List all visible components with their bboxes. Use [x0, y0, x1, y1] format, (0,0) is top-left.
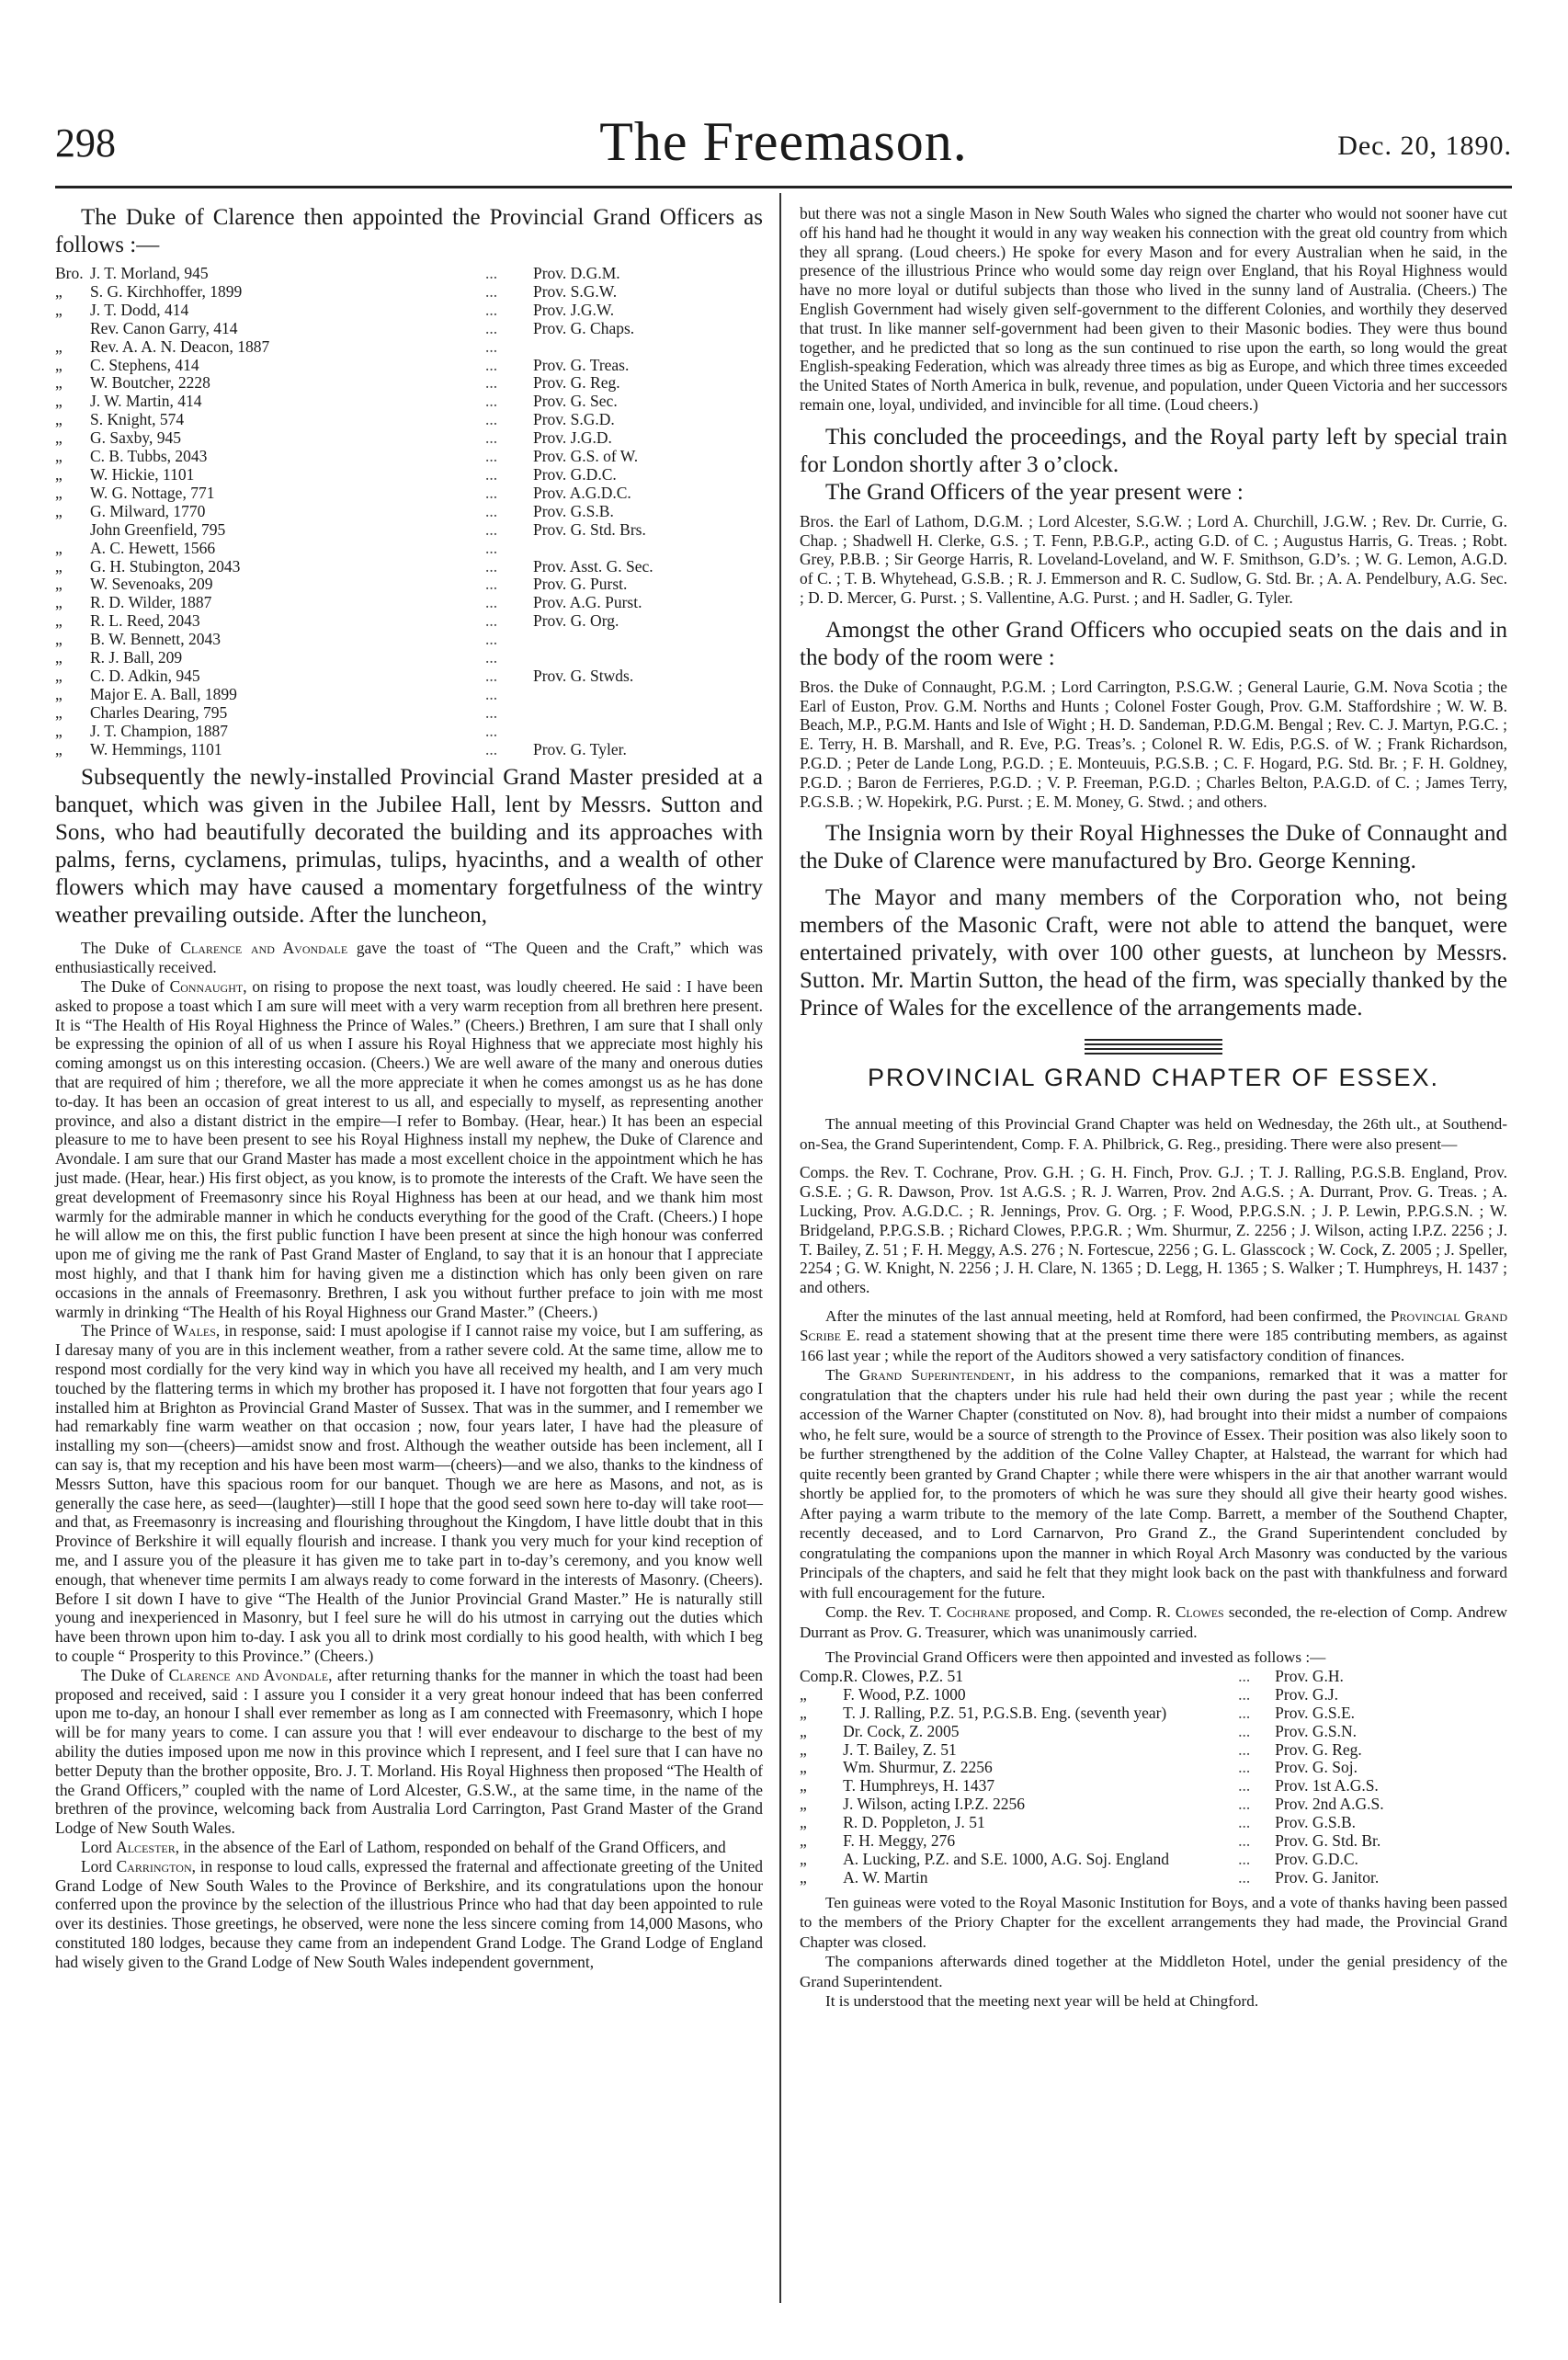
- officer-prefix: „: [800, 1795, 807, 1814]
- officer-name: Rev. A. A. N. Deacon, 1887: [90, 336, 270, 356]
- officer-office: Prov. S.G.D.: [533, 410, 615, 429]
- officer-name: Major E. A. Ball, 1899: [90, 684, 237, 703]
- leader-dots: ...: [485, 501, 498, 520]
- officer-office: Prov. 2nd A.G.S.: [1275, 1795, 1384, 1814]
- officer-name: C. Stephens, 414: [90, 355, 199, 374]
- leader-dots: ...: [485, 721, 498, 740]
- leader-dots: ...: [485, 336, 498, 356]
- officer-name: R. D. Poppleton, J. 51: [843, 1813, 985, 1832]
- leader-dots: ...: [485, 483, 498, 502]
- officer-name: A. Lucking, P.Z. and S.E. 1000, A.G. Soj. England: [843, 1849, 1170, 1868]
- leader-dots: ...: [485, 355, 498, 374]
- officer-name: W. Hickie, 1101: [90, 464, 195, 484]
- leader-dots: ...: [485, 630, 498, 649]
- officer-row: [800, 1832, 1507, 1851]
- carrington-speech: Lord Carrington, in response to loud calls, expressed the fraternal and affectionate greeting of the United Grand Lodge of New South Wales to the Province of Berkshire, and its congratulations upon the honour conferred upon the province by the selection of the illustrious Prince who had that day been appointed to rule over its destinies. Those greetings, he observed, were none the less sincere coming from 14,000 Masons, who constituted 180 lodges, because they came from an independent Grand Lodge. The Grand Lodge of England had wisely given to the Grand Lodge of New South Wales independent government,: [55, 1856, 763, 1971]
- officer-name: R. J. Ball, 209: [90, 648, 183, 667]
- officer-office: [533, 540, 763, 558]
- officer-row: [55, 393, 763, 411]
- officer-prefix: „: [55, 428, 62, 448]
- officer-prefix: Comp.: [800, 1666, 844, 1685]
- clarence-speech: The Duke of Clarence and Avondale, after returning thanks for the manner in which the toast had been proposed and received, said : I assure you I consider it a very great honour indeed that has been conferred upon me to-day, an honour I shall ever remember as long as I am connected with Freemasonry, which I hope will be for many years to come. I can assure you that ! will ever endeavour to discharge to the best of my ability the duties imposed upon me now in this province which I represent, and I feel sure that I can have no better Deputy than the brother opposite, Bro. J. T. Morland. His Royal Highness then proposed “The Health of the Grand Officers,” coupled with the name of Lord Alcester, G.S.W., at the same time, in the name of the brethren of the province, welcoming back from Australia Lord Carrington, Past Grand Master of the Grand Lodge of New South Wales.: [55, 1665, 763, 1838]
- officer-office: [533, 338, 763, 357]
- officer-office: Prov. G. Reg.: [533, 373, 620, 393]
- officer-prefix: „: [55, 648, 62, 667]
- officer-row: [55, 338, 763, 357]
- left-column: [55, 204, 763, 1972]
- officer-name: R. Clowes, P.Z. 51: [843, 1666, 963, 1685]
- officer-row: [55, 594, 763, 612]
- officer-office: Prov. G. Purst.: [533, 575, 628, 594]
- officer-prefix: „: [55, 593, 62, 612]
- leader-dots: ...: [485, 519, 498, 539]
- officer-row: [800, 1851, 1507, 1869]
- officer-prefix: Bro.: [55, 264, 84, 282]
- leader-dots: ...: [485, 281, 498, 301]
- officer-office: Prov. J.G.W.: [533, 300, 615, 319]
- officer-prefix: „: [55, 483, 62, 502]
- officer-office: Prov. G.S.B.: [533, 501, 614, 520]
- leader-dots: ...: [485, 556, 498, 576]
- officer-row: [55, 686, 763, 704]
- chapter-officers-table: [800, 1668, 1507, 1887]
- officer-prefix: „: [55, 373, 62, 393]
- officer-row: [800, 1796, 1507, 1814]
- treasurer-reelection: Comp. the Rev. T. Cochrane proposed, and Comp. R. Clowes seconded, the re-election of Comp. Andrew Durrant as Prov. G. Treasurer, which was unanimously carried.: [800, 1603, 1508, 1641]
- right-column: [800, 204, 1507, 2012]
- officer-row: [55, 485, 763, 503]
- officer-row: [55, 540, 763, 558]
- officer-row: [800, 1686, 1507, 1704]
- leader-dots: ...: [485, 593, 498, 612]
- leader-dots: ...: [485, 428, 498, 448]
- officer-prefix: „: [55, 556, 62, 576]
- officer-prefix: „: [55, 575, 62, 594]
- officer-office: Prov. J.G.D.: [533, 428, 612, 448]
- officer-name: J. T. Champion, 1887: [90, 721, 229, 740]
- officer-prefix: „: [800, 1703, 807, 1722]
- leader-dots: ...: [485, 702, 498, 722]
- insignia-paragraph: The Insignia worn by their Royal Highnesses the Duke of Connaught and the Duke of Clarence were manufactured by Bro. George Kenning.: [800, 821, 1507, 874]
- officer-office: [533, 704, 763, 723]
- officer-prefix: „: [55, 410, 62, 429]
- officer-name: Wm. Shurmur, Z. 2256: [843, 1758, 993, 1777]
- officer-office: Prov. G. Org.: [533, 611, 619, 631]
- officer-office: Prov. G. Std. Br.: [1275, 1831, 1381, 1851]
- officer-name: J. T. Morland, 945: [90, 264, 209, 282]
- officer-prefix: „: [800, 1813, 807, 1832]
- leader-dots: ...: [1238, 1776, 1251, 1796]
- leader-dots: ...: [1238, 1721, 1251, 1740]
- officer-prefix: „: [55, 702, 62, 722]
- officer-prefix: „: [800, 1831, 807, 1851]
- prince-of-wales-speech: The Prince of Wales, in response, said: I must apologise if I cannot raise my voice, but I am suffering, as I daresay many of you are in this inclement weather, from a rather severe cold. At the same time, allow me to respond most cordially for the very kind way in which you have all received my health, and I am very much touched by the flattering terms in which my brother has proposed it. I have not forgotten that four years ago I installed him at Brighton as Provincial Grand Master of Sussex. That was in the summer, and I remember we had remarkably fine warm weather on that occasion ; now, four years later, I have had the pleasure of installing my son—(cheers)—amidst snow and frost. Although the weather outside has been inclement, all I can say is, that my reception and his have been most warm—(cheers)—and we also, thanks to the kindness of Messrs Sutton, have this spacious room for our banquet. Though we are here as Masons, and not, as is generally the case here, as seed—(laughter)—still I hope that the good seed sown here to-day will take root—and that, as Freemasonry is increasing and flourishing throughout the Kingdom, I have little doubt that in this Province of Berkshire it will equally flourish and increase. I thank you very much for your kind reception of me, and I assure you of the pleasure it has given me to take part in to-day’s ceremony, and you know well enough, that whenever time permits I am always ready to come forward in the interests of Masonry. (Cheers). Before I sit down I have to give “The Health of the Junior Provincial Grand Master.” He is naturally still young and inexperienced in Masonry, but I feel sure he will do his utmost in carrying out the duties which have been thrown upon him to-day. I ask you all to drink most cordially to his good health, with which I beg to couple “ Prosperity to this Province.” (Cheers.): [55, 1321, 763, 1665]
- officer-office: Prov. G. Chaps.: [533, 318, 635, 337]
- officer-prefix: „: [800, 1721, 807, 1740]
- officer-prefix: „: [55, 336, 62, 356]
- mayor-paragraph: The Mayor and many members of the Corporation who, not being members of the Masonic Craft, were not able to attend the banquet, were entertained privately, with over 100 other guests, at luncheon by Messrs. Sutton. Mr. Martin Sutton, the head of the firm, was specially thanked by the Prince of Wales for the excellence of the arrangements made.: [800, 885, 1507, 1021]
- leader-dots: ...: [1238, 1666, 1251, 1685]
- officer-office: Prov. Asst. G. Sec.: [533, 556, 653, 576]
- officer-name: C. D. Adkin, 945: [90, 666, 200, 685]
- officer-prefix: [55, 521, 90, 540]
- leader-dots: ...: [485, 575, 498, 594]
- officer-row: [800, 1814, 1507, 1832]
- proceedings-concluded: This concluded the proceedings, and the Royal party left by special train for London shortly after 3 o’clock.: [800, 424, 1507, 477]
- carrington-continued: but there was not a single Mason in New South Wales who signed the charter who would not sooner have cut off his hand had he thought it would in any way weaken his connection with the great old country from which they all sprang. (Loud cheers.) He spoke for every Mason and for every Australian when he said, in the presence of the illustrious Prince who would some day reign over England, that his Royal Highness would have no more loyal or dutiful subjects than those who lived in the sunny land of Australia. (Cheers.) The English Government had wisely given self-government to the different Colonies, and worthily they deserved that trust. In like manner self-government had been given to their Masonic bodies. They were thus bound together, and he predicted that so long as the sun continued to rise upon the earth, so long would the great English-speaking Federation, which was already three times as big as Europe, and which three times exceeded the United States of North America in bulk, revenue, and population, under Queen Victoria and her successors remain one, loyal, undivided, and invincible for all time. (Loud cheers.): [800, 204, 1507, 414]
- masthead-title: The Freemason.: [599, 111, 968, 172]
- officer-row: [55, 649, 763, 667]
- connaught-speech: The Duke of Connaught, on rising to propose the next toast, was loudly cheered. He said : I have been asked to propose a toast which I am sure will meet with a very warm reception from all brethren here present. It is “The Health of His Royal Highness the Prince of Wales.” (Cheers.) Brethren, I am sure that I shall only be expressing the opinion of all of us when I assure his Royal Highness that we appreciate most highly his coming amongst us on this interesting occasion. (Cheers.) We are well aware of the many and onerous duties that are required of him ; therefore, we all the more appreciate it when he comes amongst us as he has done to-day. It has been an occasion of great interest to us all, and especially to myself, as representing another province, and also a distant district in the empire—I refer to Bombay. (Hear, hear.) It has been an especial pleasure to me to have been present to see his Royal Highness install my nephew, the Duke of Clarence and Avondale. I am sure that our Grand Master has made a most excellent choice in the appointment which he has just made. (Hear, hear.) His first object, as you know, is to promote the interests of the Craft. We have seen the great development of Freemasonry since his Royal Highness has been at our head, and we thank him most warmly for the admirable manner in which he conducts everything for the good of the Craft. (Cheers.) I hope he will allow me on this, the first public function I have been present at since the high honour was conferred upon me of giving me the rank of Past Grand Master of England, to say that it is an honour that I appreciate most highly, and that I thank him for having given me a distinction which has only been given on rare occasions in the annals of Freemasonry. Brethren, I ask you without further preface to join with me most warmly in drinking “The Health of his Royal Highness our Grand Master.” (Cheers.): [55, 977, 763, 1321]
- leader-dots: ...: [485, 300, 498, 319]
- officer-name: Rev. Canon Garry, 414: [90, 318, 238, 337]
- leader-dots: ...: [485, 373, 498, 393]
- officer-name: W. Hemmings, 1101: [90, 739, 222, 758]
- officer-office: Prov. G.D.C.: [1275, 1849, 1358, 1868]
- column-divider: [779, 193, 781, 2303]
- leader-dots: ...: [1238, 1831, 1251, 1851]
- officer-row: [800, 1741, 1507, 1760]
- leader-dots: ...: [1238, 1795, 1251, 1814]
- officer-office: Prov. G.S. of W.: [533, 447, 639, 466]
- present-officers-list: Bros. the Earl of Lathom, D.G.M. ; Lord Alcester, S.G.W. ; Lord A. Churchill, J.G.W. ; Rev. Dr. Currie, G. Chap. ; Shadwell H. Clerke, G.S. ; T. Fenn, P.B.G.P., acting G.D. of C. ; Augustus Harris, G. Treas. ; Robt. Grey, P.B.B. ; Sir George Harris, R. Loveland-Loveland, and W. F. Smithson, G.D’s. ; W. G. Lemon, A.G.D. of C. ; T. B. Whytehead, G.S.B. ; R. J. Emmerson and R. C. Sudlow, G. Std. Br. ; A. A. Pendelbury, A.G. Sec. ; D. D. Mercer, G. Purst. ; S. Vallentine, A.G. Purst. ; and H. Sadler, G. Tyler.: [800, 511, 1507, 607]
- officer-row: [800, 1704, 1507, 1723]
- officer-prefix: „: [55, 739, 62, 758]
- officer-prefix: „: [55, 684, 62, 703]
- officer-office: Prov. G.D.C.: [533, 464, 617, 484]
- section-title: PROVINCIAL GRAND CHAPTER OF ESSEX.: [867, 1064, 1440, 1092]
- officer-row: [55, 521, 763, 540]
- officer-name: G. Saxby, 945: [90, 428, 182, 448]
- officer-name: R. L. Reed, 2043: [90, 611, 200, 631]
- officer-prefix: „: [55, 538, 62, 557]
- officer-office: Prov. 1st A.G.S.: [1275, 1776, 1379, 1796]
- leader-dots: ...: [1238, 1813, 1251, 1832]
- officer-office: Prov. G. Treas.: [533, 355, 630, 374]
- officer-office: Prov. G. Reg.: [1275, 1739, 1362, 1759]
- leader-dots: ...: [485, 392, 498, 411]
- ten-guineas-paragraph: Ten guineas were voted to the Royal Masonic Institution for Boys, and a vote of thanks having been passed to the members of the Priory Chapter for the excellent arrangements they had made, the Provincial Grand Chapter was closed.: [800, 1893, 1507, 1951]
- officer-office: [533, 686, 763, 704]
- officer-row: [55, 357, 763, 375]
- officer-name: T. Humphreys, H. 1437: [843, 1776, 995, 1796]
- leader-dots: ...: [485, 264, 498, 282]
- officer-office: [533, 649, 763, 667]
- officer-row: [55, 612, 763, 631]
- present-intro: The Grand Officers of the year present were :: [825, 479, 1244, 505]
- leader-dots: ...: [485, 538, 498, 557]
- officer-prefix: „: [55, 447, 62, 466]
- officer-row: [800, 1759, 1507, 1777]
- officer-row: [55, 374, 763, 393]
- officer-row: [55, 741, 763, 759]
- minutes-paragraph: After the minutes of the last annual meeting, held at Romford, had been confirmed, the Provincial Grand Scribe E. read a statement showing that at the present time there were 185 contributing members, as against 166 last year ; while the report of the Auditors showed a very satisfactory condition of finances.: [800, 1306, 1508, 1364]
- officer-row: [55, 265, 763, 283]
- leader-dots: ...: [485, 318, 498, 337]
- officer-prefix: „: [55, 281, 62, 301]
- officer-prefix: „: [55, 355, 62, 374]
- officer-office: Prov. G.H.: [1275, 1666, 1344, 1685]
- companions-present-list: Comps. the Rev. T. Cochrane, Prov. G.H. ; G. H. Finch, Prov. G.J. ; T. J. Ralling, P.G.S.B. England, Prov. G.S.E. ; G. R. Dawson, Prov. 1st A.G.S. ; R. J. Warren, Prov. 2nd A.G.S. ; A. Durrant, Prov. G. Treas. ; A. Lucking, Prov. A.G.D.C. ; R. Jennings, Prov. G. Org. ; F. Wood, P.P.G.S.N. ; J. P. Lewin, P.P.G.S.N. ; W. Bridgeland, P.P.G.S.B. ; Richard Clowes, P.P.G.R. ; Wm. Shurmur, Z. 2256 ; J. Wilson, acting I.P.Z. 2256 ; J. T. Bailey, Z. 51 ; F. H. Meggy, A.S. 276 ; N. Fortescue, 2256 ; G. L. Glasscock ; W. Cock, Z. 2005 ; J. Speller, 2254 ; G. W. Knight, N. 2256 ; J. H. Clare, N. 1365 ; D. Legg, H. 1365 ; S. Walker ; T. Humphreys, H. 1437 ; and others.: [800, 1163, 1507, 1297]
- grand-superintendent-address: The Grand Superintendent, in his address to the companions, remarked that it was a matter for congratulation that the chapters under his rule had held their own during the past year ; while the recent accession of the Warner Chapter (constituted on Nov. 8), had brought into their midst a number of compaions who, he felt sure, would be a source of strength to the Province of Essex. Their position was also likely soon to be further strengthened by the addition of the Colne Valley Chapter, at Halstead, the warrant for which had quite recently been granted by Grand Chapter ; while there were whispers in the air that another warrant would shortly be applied for, to the promoters of which he was sure they should all give their hearty good wishes. After paying a warm tribute to the memory of the late Comp. Barrett, a member of the Southend Chapter, recently deceased, and to Lord Carnarvon, Pro Grand Z., the Grand Superintendent concluded by congratulating the companions upon the manner in which Royal Arch Masonry was conducted by the various Principals of the chapters, and said he felt that they might look back on the past with thankfulness and forward with full encouragement for the future.: [800, 1366, 1507, 1602]
- dais-intro: Amongst the other Grand Officers who occupied seats on the dais and in the body of the room were :: [800, 617, 1507, 670]
- officer-office: Prov. G. Stwds.: [533, 666, 634, 685]
- officer-name: Dr. Cock, Z. 2005: [843, 1721, 960, 1740]
- dais-officers-list: Bros. the Duke of Connaught, P.G.M. ; Lord Carrington, P.S.G.W. ; General Laurie, G.M. Nova Scotia ; the Earl of Euston, Prov. G.M. Norths and Hunts ; Colonel Foster Gough, Prov. G.M. Staffordshire ; W. W. B. Beach, M.P., P.G.M. Hants and Isle of Wight ; H. D. Sandeman, P.D.G.M. Bengal ; Rev. C. J. Martyn, P.G.C. ; E. Terry, H. B. Marshall, and R. Eve, P.G. Treas’s. ; Colonel R. W. Edis, P.G.S. of W. ; Frank Richardson, P.G.D. ; Peter de Lande Long, P.G.D. ; E. Monteuuis, P.G.S.B. ; C. F. Hogard, P.G. Std. Br. ; F. H. Goldney, P.G.D. ; Baron de Ferrieres, P.G.D. ; V. P. Freeman, P.G.D. ; Charles Belton, P.A.G.D. of C. ; James Terry, P.G.S.B. ; W. Hopekirk, P.G. Purst. ; E. M. Money, G. Stwd. ; and others.: [800, 677, 1507, 811]
- leader-dots: ...: [1238, 1684, 1251, 1704]
- officer-prefix: „: [55, 666, 62, 685]
- officer-row: [55, 448, 763, 466]
- officer-prefix: „: [55, 501, 62, 520]
- officer-row: [55, 631, 763, 649]
- officer-name: John Greenfield, 795: [90, 519, 226, 539]
- officer-prefix: „: [55, 630, 62, 649]
- officer-prefix: „: [800, 1776, 807, 1796]
- officer-row: [800, 1668, 1507, 1686]
- officer-name: A. C. Hewett, 1566: [90, 538, 216, 557]
- officer-prefix: „: [55, 721, 62, 740]
- leader-dots: ...: [485, 684, 498, 703]
- officer-name: Charles Dearing, 795: [90, 702, 228, 722]
- officer-name: S. Knight, 574: [90, 410, 185, 429]
- officer-name: W. G. Nottage, 771: [90, 483, 215, 502]
- officer-office: Prov. D.G.M.: [533, 264, 620, 282]
- officer-row: [55, 723, 763, 741]
- officer-row: [55, 411, 763, 429]
- officer-name: F. Wood, P.Z. 1000: [843, 1684, 966, 1704]
- appointed-intro: The Provincial Grand Officers were then appointed and invested as follows :—: [825, 1648, 1326, 1667]
- leader-dots: ...: [1238, 1849, 1251, 1868]
- officer-office: Prov. G. Tyler.: [533, 739, 627, 758]
- leader-dots: ...: [485, 666, 498, 685]
- officer-name: F. H. Meggy, 276: [843, 1831, 956, 1851]
- officer-row: [55, 503, 763, 521]
- leader-dots: ...: [1238, 1739, 1251, 1759]
- officer-name: W. Sevenoaks, 209: [90, 575, 213, 594]
- officer-prefix: „: [55, 300, 62, 319]
- officer-office: Prov. A.G. Purst.: [533, 593, 642, 612]
- officer-office: Prov. G. Sec.: [533, 392, 618, 411]
- chingford-paragraph: It is understood that the meeting next year will be held at Chingford.: [825, 1992, 1259, 2011]
- page-number: 298: [55, 120, 116, 165]
- officer-office: Prov. S.G.W.: [533, 281, 618, 301]
- officer-name: W. Boutcher, 2228: [90, 373, 210, 393]
- officer-prefix: „: [55, 611, 62, 631]
- officer-office: Prov. A.G.D.C.: [533, 483, 631, 502]
- officer-name: C. B. Tubbs, 2043: [90, 447, 208, 466]
- header-rule: [55, 186, 1512, 188]
- officer-name: R. D. Wilder, 1887: [90, 593, 212, 612]
- officer-office: Prov. G.J.: [1275, 1684, 1339, 1704]
- leader-dots: ...: [485, 611, 498, 631]
- leader-dots: ...: [1238, 1758, 1251, 1777]
- officer-row: [55, 466, 763, 485]
- officer-prefix: „: [800, 1849, 807, 1868]
- leader-dots: ...: [1238, 1703, 1251, 1722]
- banquet-paragraph: Subsequently the newly-installed Provincial Grand Master presided at a banquet, which was given in the Jubilee Hall, lent by Messrs. Sutton and Sons, who had beautifully decorated the building and its approaches with palms, ferns, cyclamens, primulas, tulips, hyacinths, and a wealth of other flowers which may have caused a momentary forgetfulness of the wintry weather prevailing outside. After the luncheon,: [55, 765, 763, 929]
- officer-prefix: „: [55, 392, 62, 411]
- officer-office: Prov. G.S.B.: [1275, 1813, 1357, 1832]
- officer-name: G. Milward, 1770: [90, 501, 206, 520]
- issue-date: Dec. 20, 1890.: [1337, 131, 1512, 161]
- officer-prefix: „: [800, 1758, 807, 1777]
- officer-office: Prov. G.S.N.: [1275, 1721, 1357, 1740]
- officer-name: J. W. Martin, 414: [90, 392, 202, 411]
- officer-name: B. W. Bennett, 2043: [90, 630, 221, 649]
- toast-queen-paragraph: The Duke of Clarence and Avondale gave the toast of “The Queen and the Craft,” which was enthusiastically received.: [55, 939, 763, 977]
- officer-name: J. T. Dodd, 414: [90, 300, 189, 319]
- officer-prefix: „: [55, 464, 62, 484]
- officers-intro: The Duke of Clarence then appointed the Provincial Grand Officers as follows :—: [55, 205, 763, 257]
- officer-name: A. W. Martin: [843, 1867, 928, 1887]
- officer-name: J. T. Bailey, Z. 51: [843, 1739, 957, 1759]
- officer-row: [800, 1869, 1507, 1887]
- officer-prefix: [55, 320, 90, 338]
- officer-row: [55, 283, 763, 302]
- leader-dots: ...: [485, 739, 498, 758]
- essex-intro: The annual meeting of this Provincial Grand Chapter was held on Wednesday, the 26th ult., at Southend-on-Sea, the Grand Superintendent, Comp. F. A. Philbrick, G. Reg., presiding. There were also present—: [800, 1115, 1507, 1153]
- officer-row: [55, 302, 763, 320]
- dined-paragraph: The companions afterwards dined together at the Middleton Hotel, under the genial presidency of the Grand Superintendent.: [800, 1953, 1507, 1990]
- officer-name: S. G. Kirchhoffer, 1899: [90, 281, 243, 301]
- leader-dots: ...: [485, 447, 498, 466]
- leader-dots: ...: [485, 464, 498, 484]
- officer-prefix: „: [800, 1739, 807, 1759]
- officer-name: J. Wilson, acting I.P.Z. 2256: [843, 1795, 1025, 1814]
- provincial-officers-table: [55, 265, 763, 758]
- officer-row: [55, 558, 763, 576]
- officer-office: [533, 631, 763, 649]
- officer-name: G. H. Stubington, 2043: [90, 556, 241, 576]
- officer-office: Prov. G. Janitor.: [1275, 1867, 1380, 1887]
- officer-row: [55, 704, 763, 723]
- page-header: [55, 110, 1512, 184]
- alcester-paragraph: Lord Alcester, in the absence of the Earl of Lathom, responded on behalf of the Grand Officers, and: [81, 1837, 726, 1856]
- officer-office: [533, 723, 763, 741]
- officer-office: Prov. G. Std. Brs.: [533, 519, 646, 539]
- leader-dots: ...: [485, 410, 498, 429]
- officer-prefix: „: [800, 1867, 807, 1887]
- officer-row: [55, 429, 763, 448]
- section-ornament-rule: [1085, 1039, 1222, 1055]
- leader-dots: ...: [1238, 1867, 1251, 1887]
- officer-row: [800, 1777, 1507, 1796]
- officer-row: [55, 576, 763, 594]
- officer-name: T. J. Ralling, P.Z. 51, P.G.S.B. Eng. (seventh year): [843, 1703, 1167, 1722]
- officer-office: Prov. G. Soj.: [1275, 1758, 1358, 1777]
- officer-row: [800, 1723, 1507, 1741]
- leader-dots: ...: [485, 648, 498, 667]
- officer-row: [55, 320, 763, 338]
- officer-office: Prov. G.S.E.: [1275, 1703, 1356, 1722]
- officer-prefix: „: [800, 1684, 807, 1704]
- officer-row: [55, 667, 763, 686]
